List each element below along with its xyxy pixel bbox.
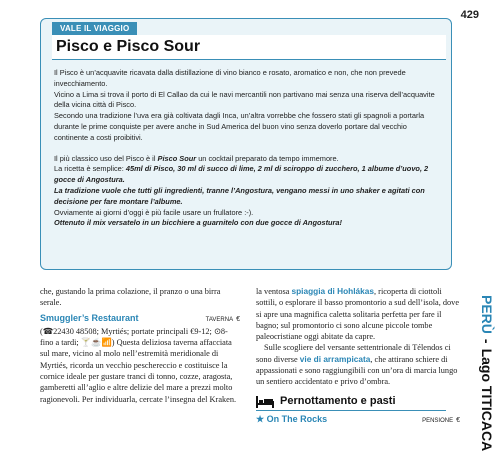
listing-type-label: PENSIONE [422, 417, 454, 424]
listing-name[interactable] [256, 414, 327, 425]
venue-type-label: TAVERNA [205, 316, 234, 323]
recipe-text: 45ml di Pisco, 30 ml di succo di lime, 2 ml di sciroppo di zucchero, 1 albume d’uovo, 2 gocce di Angostura. [54, 164, 429, 185]
venue-header [40, 313, 240, 326]
box-paragraph: Il Pisco è un’acquavite ricavata dalla distillazione di vino bianco e rosato, aromatico e non, che non prevede invecchiamento. [54, 68, 406, 88]
price-indicator: € [456, 416, 460, 424]
venue-type [206, 314, 240, 326]
venue-description: (☎22430 48508; Myrtiés; portate principali €9-12; ⊙8-fino a tardi; 🍸☕📶) Questa deliziosa taverna affacciata sul mare, vicino al molo nell’estremità meridionale di Myrtiés, ricorda un vecchio peschereccio e costituisce la cornice ideale per gustare tranci di tonno, cozze, aragosta, gamberetti all’aglio e altre delizie del mare a prezzi molto ragionevoli. Per individuarla, cercate l’insegna del Kraken. [40, 326, 237, 404]
box-paragraph [54, 164, 442, 186]
side-tab-text [479, 295, 495, 452]
listing-header [256, 414, 460, 427]
climbing-paragraph [256, 342, 460, 387]
star-icon: ★ [256, 413, 265, 424]
page-number: 429 [460, 9, 479, 21]
box-body [54, 68, 442, 229]
side-tab [474, 286, 498, 466]
box-paragraph: Secondo una tradizione l’uva era già coltivata dagli Inca, un’altra vorrebbe che fossero stati gli spagnoli a portarla durante le prime conquiste per avere anche in Sud America del buon vino senza doverlo portare dal vecchio continente a costi proibitivi. [54, 111, 425, 142]
box-paragraph: La tradizione vuole che tutti gli ingredienti, tranne l’Angostura, vengano messi in uno shaker e agitati con decisione per fare montare l’albume. [54, 185, 425, 206]
text-run: , che attirano schiere di appassionati e sono raggiungibili con un’ora di marcia lungo un sentiero accidentato e privo d’ombra. [256, 354, 458, 387]
listing-type [422, 415, 460, 427]
price-indicator: € [236, 315, 240, 323]
beach-paragraph [256, 286, 460, 342]
text-run: un cocktail preparato da tempo immemore. [196, 153, 339, 163]
bed-icon [256, 396, 274, 408]
venue-name[interactable]: Smuggler’s Restaurant [40, 312, 139, 323]
right-column [256, 286, 460, 427]
section-title: Pernottamento e pasti [280, 395, 396, 408]
section-divider [256, 410, 446, 411]
text-run: Sulle scogliere del versante settentrionale di Télendos ci sono diverse [256, 343, 451, 364]
box-title: Pisco e Pisco Sour [52, 35, 446, 60]
country-label: PERÙ [479, 295, 495, 334]
text-run: Il più classico uso del Pisco è il [54, 153, 158, 163]
box-paragraph: Ottenuto il mix versatelo in un bicchiere a guarnitelo con due gocce di Angostura! [54, 218, 343, 228]
box-paragraph [54, 154, 442, 165]
text-run: , ricoperta di ciottoli sottili, o esplorare il basso promontorio a sud dell’isola, dove si apre una magnifica caletta solitaria perfetta per fare il bagno; sul promontorio ci sono alcune piccole tombe paleocristiane oggi abitate da capre. [256, 287, 460, 342]
section-header [256, 396, 460, 408]
box-paragraph: Ovviamente ai giorni d’oggi è più facile usare un frullatore :-). [54, 207, 254, 217]
text-run: la ventosa [256, 287, 292, 296]
climbing-link[interactable]: vie di arrampicata [299, 353, 371, 364]
box-tag: VALE IL VIAGGIO [52, 22, 137, 35]
region-label: Lago TITICACA [479, 348, 495, 452]
intro-paragraph: che, gustando la prima colazione, il pranzo o una birra serale. [40, 287, 221, 308]
text-run: La ricetta è semplice: [54, 164, 126, 174]
left-column [40, 286, 240, 405]
pisco-sour-term: Pisco Sour [157, 153, 197, 163]
beach-link[interactable]: spiaggia di Hohlákas [291, 286, 375, 296]
separator: - [479, 338, 495, 344]
box-paragraph: Vicino a Lima si trova il porto di El Callao da cui le navi mercantili non partivano mai senza una riserva dell’acquavite della vicina città di Pisco. [54, 89, 435, 110]
listing-name-label: On The Rocks [266, 413, 328, 424]
